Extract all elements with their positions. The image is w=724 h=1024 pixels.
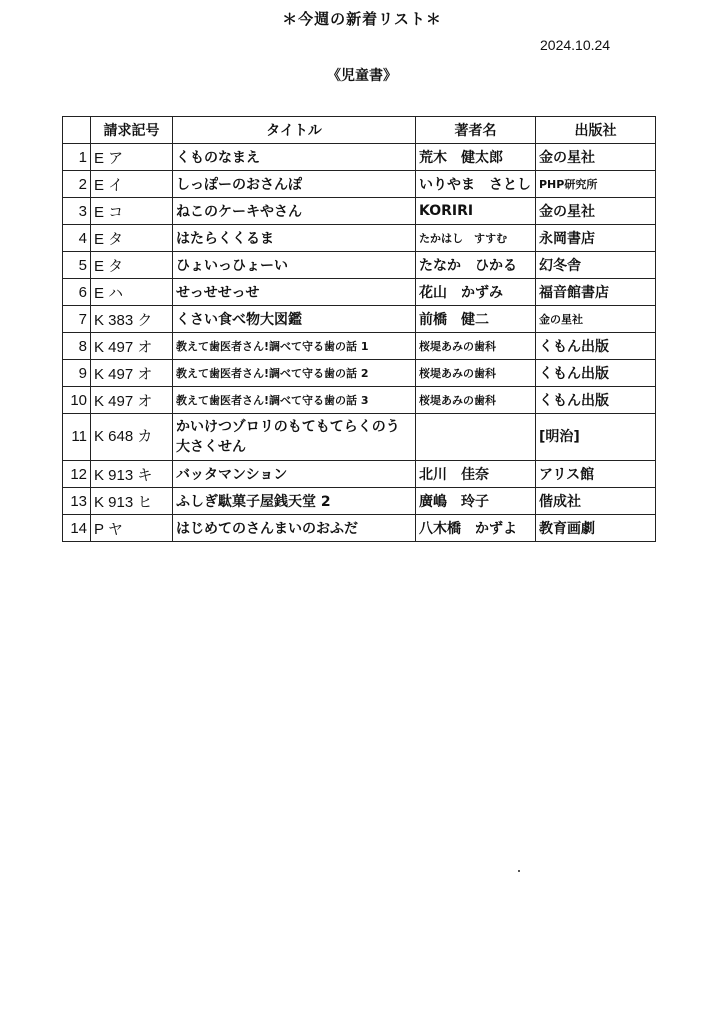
column-header-author: 著者名 — [416, 117, 536, 144]
column-header-number — [63, 117, 91, 144]
book-title: しっぽーのおさんぽ — [173, 171, 416, 198]
publisher: くもん出版 — [536, 387, 656, 414]
publisher: 偕成社 — [536, 488, 656, 515]
author: 桜堤あみの歯科 — [416, 360, 536, 387]
row-number: 10 — [63, 387, 91, 414]
table-row — [63, 225, 656, 252]
scan-speck — [518, 870, 520, 872]
book-title: 教えて歯医者さん!調べて守る歯の話 3 — [173, 387, 416, 414]
new-arrivals-table — [62, 116, 656, 542]
publisher: 教育画劇 — [536, 515, 656, 542]
table-row — [63, 414, 656, 461]
table-row — [63, 252, 656, 279]
book-title: せっせせっせ — [173, 279, 416, 306]
row-number: 13 — [63, 488, 91, 515]
column-header-title: タイトル — [173, 117, 416, 144]
call-number: P ヤ — [91, 515, 173, 542]
publisher: PHP研究所 — [536, 171, 656, 198]
publisher: 金の星社 — [536, 306, 656, 333]
author: いりやま さとし — [416, 171, 536, 198]
book-title: ひょいっひょーい — [173, 252, 416, 279]
table-row — [63, 198, 656, 225]
call-number: E ア — [91, 144, 173, 171]
author: 前橋 健二 — [416, 306, 536, 333]
table-row — [63, 515, 656, 542]
call-number: K 383 ク — [91, 306, 173, 333]
call-number: K 648 カ — [91, 414, 173, 461]
author: 花山 かずみ — [416, 279, 536, 306]
row-number: 4 — [63, 225, 91, 252]
author: 北川 佳奈 — [416, 461, 536, 488]
call-number: K 913 ヒ — [91, 488, 173, 515]
author: たかはし すすむ — [416, 225, 536, 252]
book-title: かいけつゾロリのもてもてらくのう大さくせん — [173, 414, 416, 461]
list-date: 2024.10.24 — [540, 37, 611, 53]
publisher: くもん出版 — [536, 333, 656, 360]
row-number: 12 — [63, 461, 91, 488]
table-row — [63, 360, 656, 387]
column-header-publisher: 出版社 — [536, 117, 656, 144]
table-row — [63, 488, 656, 515]
call-number: K 497 オ — [91, 387, 173, 414]
book-title: くものなまえ — [173, 144, 416, 171]
column-header-call-number: 請求記号 — [91, 117, 173, 144]
call-number: K 913 キ — [91, 461, 173, 488]
call-number: E イ — [91, 171, 173, 198]
row-number: 14 — [63, 515, 91, 542]
table-row — [63, 306, 656, 333]
book-title: ねこのケーキやさん — [173, 198, 416, 225]
book-title: はじめてのさんまいのおふだ — [173, 515, 416, 542]
publisher: くもん出版 — [536, 360, 656, 387]
row-number: 1 — [63, 144, 91, 171]
table-row — [63, 279, 656, 306]
row-number: 11 — [63, 414, 91, 461]
author — [416, 414, 536, 461]
author: 廣嶋 玲子 — [416, 488, 536, 515]
author: KORIRI — [416, 198, 536, 225]
row-number: 9 — [63, 360, 91, 387]
call-number: E タ — [91, 252, 173, 279]
book-title: ふしぎ駄菓子屋銭天堂 2 — [173, 488, 416, 515]
book-title: 教えて歯医者さん!調べて守る歯の話 2 — [173, 360, 416, 387]
row-number: 5 — [63, 252, 91, 279]
publisher: 金の星社 — [536, 198, 656, 225]
book-title: くさい食べ物大図鑑 — [173, 306, 416, 333]
row-number: 2 — [63, 171, 91, 198]
table-row — [63, 171, 656, 198]
call-number: K 497 オ — [91, 360, 173, 387]
table-header-row — [63, 117, 656, 144]
book-title: 教えて歯医者さん!調べて守る歯の話 1 — [173, 333, 416, 360]
publisher: アリス館 — [536, 461, 656, 488]
call-number: E タ — [91, 225, 173, 252]
category-heading: 《児童書》 — [327, 68, 397, 84]
author: 桜堤あみの歯科 — [416, 387, 536, 414]
table-row — [63, 333, 656, 360]
author: 桜堤あみの歯科 — [416, 333, 536, 360]
author: たなか ひかる — [416, 252, 536, 279]
table-row — [63, 387, 656, 414]
publisher: 金の星社 — [536, 144, 656, 171]
row-number: 8 — [63, 333, 91, 360]
table-row — [63, 144, 656, 171]
table-row — [63, 461, 656, 488]
book-title: はたらくくるま — [173, 225, 416, 252]
call-number: K 497 オ — [91, 333, 173, 360]
call-number: E ハ — [91, 279, 173, 306]
call-number: E コ — [91, 198, 173, 225]
publisher: 幻冬舎 — [536, 252, 656, 279]
publisher: [明治] — [536, 414, 656, 461]
row-number: 3 — [63, 198, 91, 225]
publisher: 福音館書店 — [536, 279, 656, 306]
page-title: ＊今週の新着リスト＊ — [282, 10, 442, 28]
row-number: 7 — [63, 306, 91, 333]
row-number: 6 — [63, 279, 91, 306]
book-title: バッタマンション — [173, 461, 416, 488]
publisher: 永岡書店 — [536, 225, 656, 252]
author: 荒木 健太郎 — [416, 144, 536, 171]
author: 八木橋 かずよ — [416, 515, 536, 542]
